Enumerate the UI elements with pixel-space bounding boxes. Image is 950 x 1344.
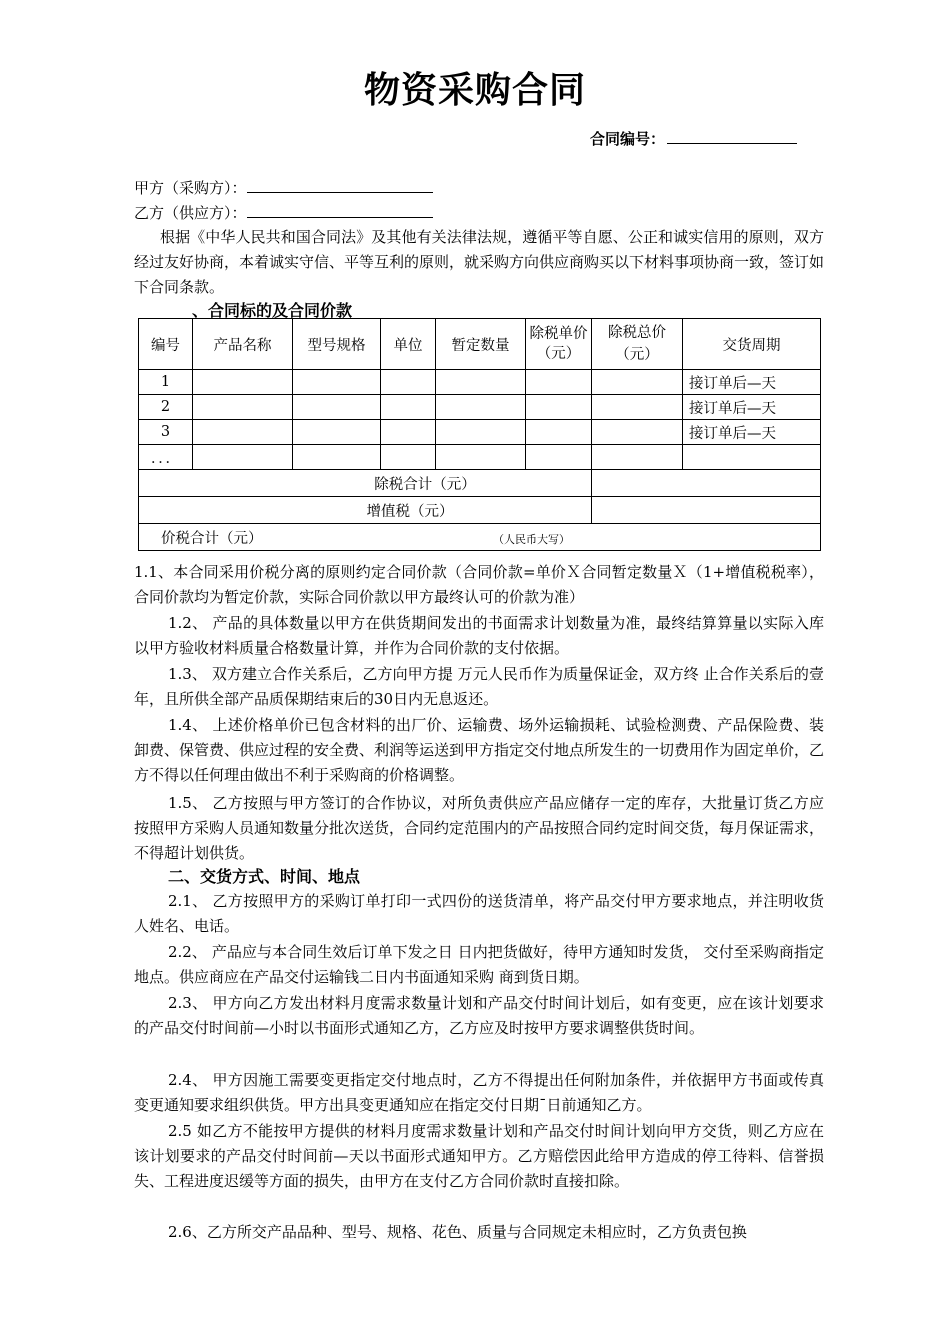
header-cell: 型号规格: [293, 319, 381, 370]
contract-number: [590, 128, 797, 149]
cell[interactable]: [193, 395, 293, 420]
party-b-line: [134, 202, 433, 223]
cell[interactable]: [436, 445, 526, 470]
party-b-field[interactable]: [247, 203, 433, 218]
delivery-cell: 接订单后—天: [683, 420, 821, 445]
header-cell: 交货周期: [683, 319, 821, 370]
contract-number-field[interactable]: [667, 129, 797, 144]
cell[interactable]: [592, 370, 683, 395]
clause-2-3: 2.3、 甲方向乙方发出材料月度需求数量计划和产品交付时间计划后，如有变更，应在该计划要求的产品交付时间前—小时以书面形式通知乙方，乙方应及时按甲方要求调整供货时间。: [134, 994, 824, 1037]
cell[interactable]: [293, 445, 381, 470]
total-cell[interactable]: [139, 524, 821, 551]
section1-heading: 、合同标的及合同价款: [192, 301, 353, 320]
header-cell: 单位: [381, 319, 436, 370]
row-number: ．．．: [139, 445, 193, 470]
table-row: [139, 420, 821, 445]
clause-2-6: 2.6、乙方所交产品品种、型号、规格、花色、质量与合同规定未相应时，乙方负责包换: [168, 1223, 747, 1241]
clause-2-4: 2.4、 甲方因施工需要变更指定交付地点时，乙方不得提出任何附加条件，并依据甲方书面或传真变更通知要求组织供货。甲方出具变更通知应在指定交付日期ˉ日前通知乙方。: [134, 1071, 824, 1114]
contract-number-label: 合同编号：: [590, 130, 666, 148]
clause-1-2: 1.2、 产品的具体数量以甲方在供货期间发出的书面需求计划数量为准，最终结算算量以实际入库以甲方验收材料质量合格数量计算，并作为合同价款的支付依据。: [134, 614, 824, 657]
cell[interactable]: [526, 370, 592, 395]
cell[interactable]: [381, 370, 436, 395]
row-number: 2: [139, 395, 193, 420]
subtotal-row: [139, 470, 821, 497]
header-cell: 暂定数量: [436, 319, 526, 370]
section2-heading: 二、交货方式、时间、地点: [168, 867, 361, 886]
total-row: [139, 524, 821, 551]
cell[interactable]: [293, 370, 381, 395]
cell[interactable]: [193, 420, 293, 445]
clause-1-5: 1.5、 乙方按照与甲方签订的合作协议，对所负责供应产品应储存一定的库存，大批量订货乙方应按照甲方采购人员通知数量分批次送货，合同约定范围内的产品按照合同约定时间交货，每月保证需求，不得超计划供货。: [134, 794, 825, 862]
header-cell: 除税单价（元）: [526, 319, 592, 370]
vat-value[interactable]: [592, 497, 821, 524]
delivery-cell: 接订单后—天: [683, 370, 821, 395]
cell[interactable]: [436, 395, 526, 420]
cell[interactable]: [592, 395, 683, 420]
delivery-cell: 接订单后—天: [683, 395, 821, 420]
clause-1-4: 1.4、 上述价格单价已包含材料的出厂价、运输费、场外运输损耗、试验检测费、产品保险费、装卸费、保管费、供应过程的安全费、利润等运送到甲方指定交付地点所发生的一切费用作为固定单价，乙方不得以任何理由做出不利于采购商的价格调整。: [134, 716, 825, 784]
cell[interactable]: [381, 395, 436, 420]
party-a-label: 甲方（采购方）：: [134, 179, 247, 197]
page-title: 物资采购合同: [363, 70, 586, 111]
row-number: 3: [139, 420, 193, 445]
party-a-field[interactable]: [247, 178, 433, 193]
cell[interactable]: [293, 420, 381, 445]
cell[interactable]: [592, 445, 683, 470]
cell[interactable]: [381, 445, 436, 470]
header-cell: 产品名称: [193, 319, 293, 370]
vat-label: 增值税（元）: [139, 497, 592, 524]
table-row: [139, 445, 821, 470]
row-number: 1: [139, 370, 193, 395]
items-table: [138, 318, 821, 551]
vat-row: [139, 497, 821, 524]
cell[interactable]: [436, 420, 526, 445]
table-row: [139, 370, 821, 395]
party-b-label: 乙方（供应方）：: [134, 204, 247, 222]
table-header-row: [139, 319, 821, 370]
subtotal-value[interactable]: [592, 470, 821, 497]
cell[interactable]: [526, 445, 592, 470]
cell[interactable]: [193, 445, 293, 470]
cell[interactable]: [526, 395, 592, 420]
header-cell: 编号: [139, 319, 193, 370]
cell[interactable]: [293, 395, 381, 420]
total-note: （人民币大写）: [498, 532, 570, 546]
cell[interactable]: [436, 370, 526, 395]
cell[interactable]: [592, 420, 683, 445]
delivery-cell: [683, 445, 821, 470]
clause-1-3: 1.3、 双方建立合作关系后，乙方向甲方提 万元人民币作为质量保证金，双方终 止合作关系后的壹年，且所供全部产品质保期结束后的30日内无息返还。: [134, 665, 824, 708]
intro-paragraph: 根据《中华人民共和国合同法》及其他有关法律法规，遵循平等自愿、公正和诚实信用的原则，双方经过友好协商，本着诚实守信、平等互利的原则，就采购方向供应商购买以下材料事项协商一致，签订如下合同条款。: [134, 228, 825, 296]
cell[interactable]: [526, 420, 592, 445]
table-row: [139, 395, 821, 420]
subtotal-label: 除税合计（元）: [139, 470, 592, 497]
party-a-line: [134, 177, 433, 198]
header-cell: 除税总价（元）: [592, 319, 683, 370]
clause-1-1: 1.1、本合同采用价税分离的原则约定合同价款（合同价款=单价Ｘ合同暂定数量Ｘ（1+增值税税率），合同价款均为暂定价款，实际合同价款以甲方最终认可的价款为准）: [134, 563, 824, 606]
clause-2-5: 2.5 如乙方不能按甲方提供的材料月度需求数量计划和产品交付时间计划向甲方交货，则乙方应在该计划要求的产品交付时间前—天以书面形式通知甲方。乙方赔偿因此给甲方造成的停工待料、信誉损失、工程进度迟缓等方面的损失，由甲方在支付乙方合同价款时直接扣除。: [134, 1122, 824, 1190]
cell[interactable]: [193, 370, 293, 395]
clause-2-2: 2.2、 产品应与本合同生效后订单下发之日 日内把货做好，待甲方通知时发货， 交付至采购商指定地点。供应商应在产品交付运输钱二日内书面通知采购 商到货日期。: [134, 943, 824, 986]
cell[interactable]: [381, 420, 436, 445]
clause-2-1: 2.1、 乙方按照甲方的采购订单打印一式四份的送货清单，将产品交付甲方要求地点，并注明收货人姓名、电话。: [134, 892, 824, 935]
total-label: 价税合计（元）: [161, 530, 263, 547]
